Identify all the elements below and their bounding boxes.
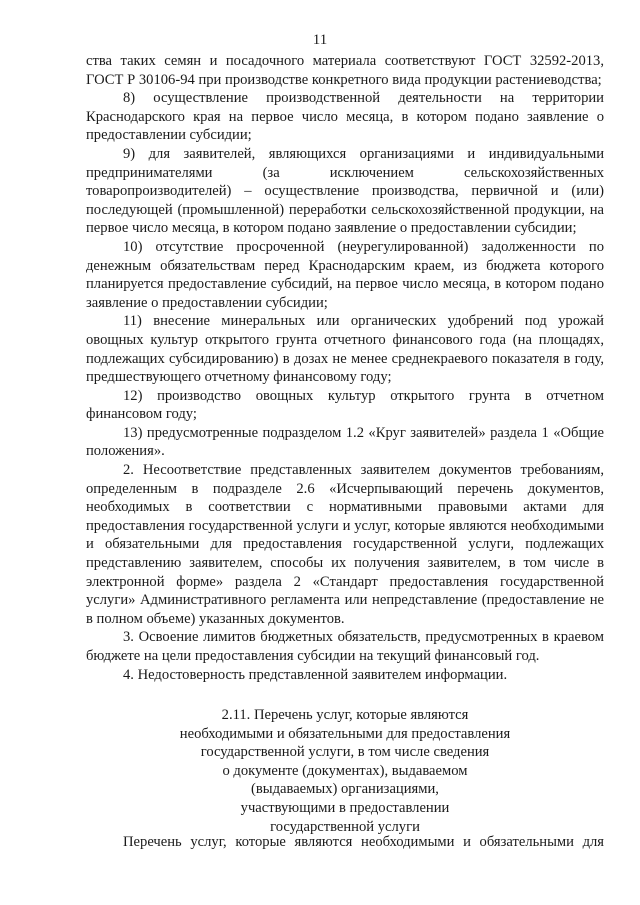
- paragraph: 13) предусмотренные подразделом 1.2 «Круг заявителей» раздела 1 «Общие положения».: [86, 424, 604, 460]
- heading-line: государственной услуги, в том числе сведения: [200, 744, 490, 761]
- heading-line: участвующими в предоставлении: [240, 799, 450, 816]
- body-text: [86, 52, 604, 684]
- paragraph: 8) осуществление производственной деятельности на территории Краснодарского края на первое число месяца, в котором подано заявление о предоставлении субсидии;: [86, 90, 604, 144]
- paragraph: 10) отсутствие просроченной (неурегулированной) задолженности по денежным обязательствам перед Краснодарским краем, из бюджета которого планируется предоставление субсидий, на первое число месяца, в котором подано заявление о предоставлении субсидии;: [86, 238, 604, 311]
- paragraph: 4. Недостоверность представленной заявителем информации.: [123, 666, 508, 683]
- paragraph: 11) внесение минеральных или органических удобрений под урожай овощных культур открытого грунта отчетного финансового года (на площадях, подлежащих субсидированию) в дозах не менее среднекраевого показателя в году, предшествующего отчетному финансовому году;: [86, 313, 604, 386]
- paragraph: 9) для заявителей, являющихся организациями и индивидуальными предпринимателями (за исключением сельскохозяйственных товаропроизводителей) – осуществление производства, первичной и (или) последующей (промышленной) переработки сельскохозяйственной продукции, на первое число месяца, в котором подано заявление о предоставлении субсидии;: [86, 145, 604, 237]
- heading-line: о документе (документах), выдаваемом: [222, 762, 468, 779]
- heading-line: необходимыми и обязательными для предоставления: [179, 725, 511, 742]
- page-number: 11: [312, 32, 328, 48]
- heading-line: 2.11. Перечень услуг, которые являются: [221, 707, 469, 723]
- section-heading: [86, 706, 604, 836]
- paragraph: 2. Несоответствие представленных заявителем документов требованиям, определенным в подразделе 2.6 «Исчерпывающий перечень документов, необходимых в соответствии с нормативными правовыми актами для предоставления государственной услуги и услуг, которые являются необходимыми и обязательными для предоставления государственной услуги, подлежащих представлению заявителем, способы их получения заявителем, в том числе в электронной форме» раздела 2 «Стандарт предоставления государственной услуги» Административного регламента или непредставление (предоставление не в полном объеме) указанных документов.: [86, 462, 604, 627]
- paragraph: 12) производство овощных культур открытого грунта в отчетном финансовом году;: [86, 387, 604, 423]
- heading-line: государственной услуги: [270, 818, 420, 835]
- paragraph-tail: Перечень услуг, которые являются необходимыми и обязательными для: [123, 834, 604, 850]
- paragraph: 3. Освоение лимитов бюджетных обязательств, предусмотренных в краевом бюджете на цели предоставления субсидии на текущий финансовый год.: [86, 629, 604, 664]
- paragraph: ства таких семян и посадочного материала соответствуют ГОСТ 32592-2013, ГОСТ Р 30106-94 при производстве конкретного вида продукции растениеводства;: [86, 53, 604, 88]
- heading-line: (выдаваемых) организациями,: [251, 781, 439, 798]
